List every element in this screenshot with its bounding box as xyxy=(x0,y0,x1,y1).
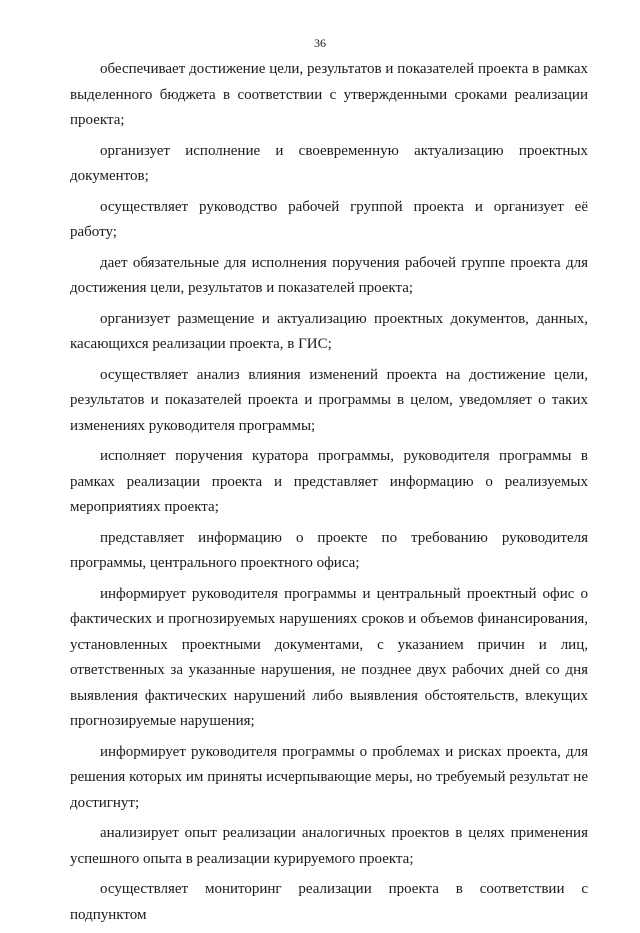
paragraph: организует размещение и актуализацию проектных документов, данных, касающихся реализации проекта, в ГИС; xyxy=(70,310,588,352)
page-number: 36 xyxy=(314,36,326,50)
paragraph: обеспечивает достижение цели, результатов и показателей проекта в рамках выделенного бюджета в соответствии с утвержденными сроками реализации проекта; xyxy=(70,61,588,128)
paragraph: информирует руководителя программы о проблемах и рисках проекта, для решения которых им приняты исчерпывающие меры, но требуемый результат не достигнут; xyxy=(70,743,588,811)
paragraph: анализирует опыт реализации аналогичных проектов в целях применения успешного опыта в реализации курируемого проекта; xyxy=(70,825,588,867)
paragraph: информирует руководителя программы и центральный проектный офис о фактических и прогнозируемых нарушениях сроков и объемов финансирования, установленных проектными документами, с указанием причин и лиц, ответственных за указанные нарушения, не позднее двух рабочих дней со дня выявления фактических нарушений либо выявления обстоятельств, влекущих прогнозируемые нарушения; xyxy=(70,585,588,729)
paragraph: представляет информацию о проекте по требованию руководителя программы, центрального проектного офиса; xyxy=(70,529,588,571)
paragraph: осуществляет мониторинг реализации проекта в соответствии с подпунктом xyxy=(70,881,588,923)
document-body xyxy=(70,57,588,933)
paragraph: организует исполнение и своевременную актуализацию проектных документов; xyxy=(70,142,588,184)
paragraph: исполняет поручения куратора программы, руководителя программы в рамках реализации проекта и представляет информацию о реализуемых мероприятиях проекта; xyxy=(70,448,588,515)
paragraph: осуществляет руководство рабочей группой проекта и организует её работу; xyxy=(70,198,588,240)
paragraph: осуществляет анализ влияния изменений проекта на достижение цели, результатов и показателей проекта и программы в целом, уведомляет о таких изменениях руководителя программы; xyxy=(70,366,588,434)
paragraph: дает обязательные для исполнения поручения рабочей группе проекта для достижения цели, результатов и показателей проекта; xyxy=(70,254,588,296)
